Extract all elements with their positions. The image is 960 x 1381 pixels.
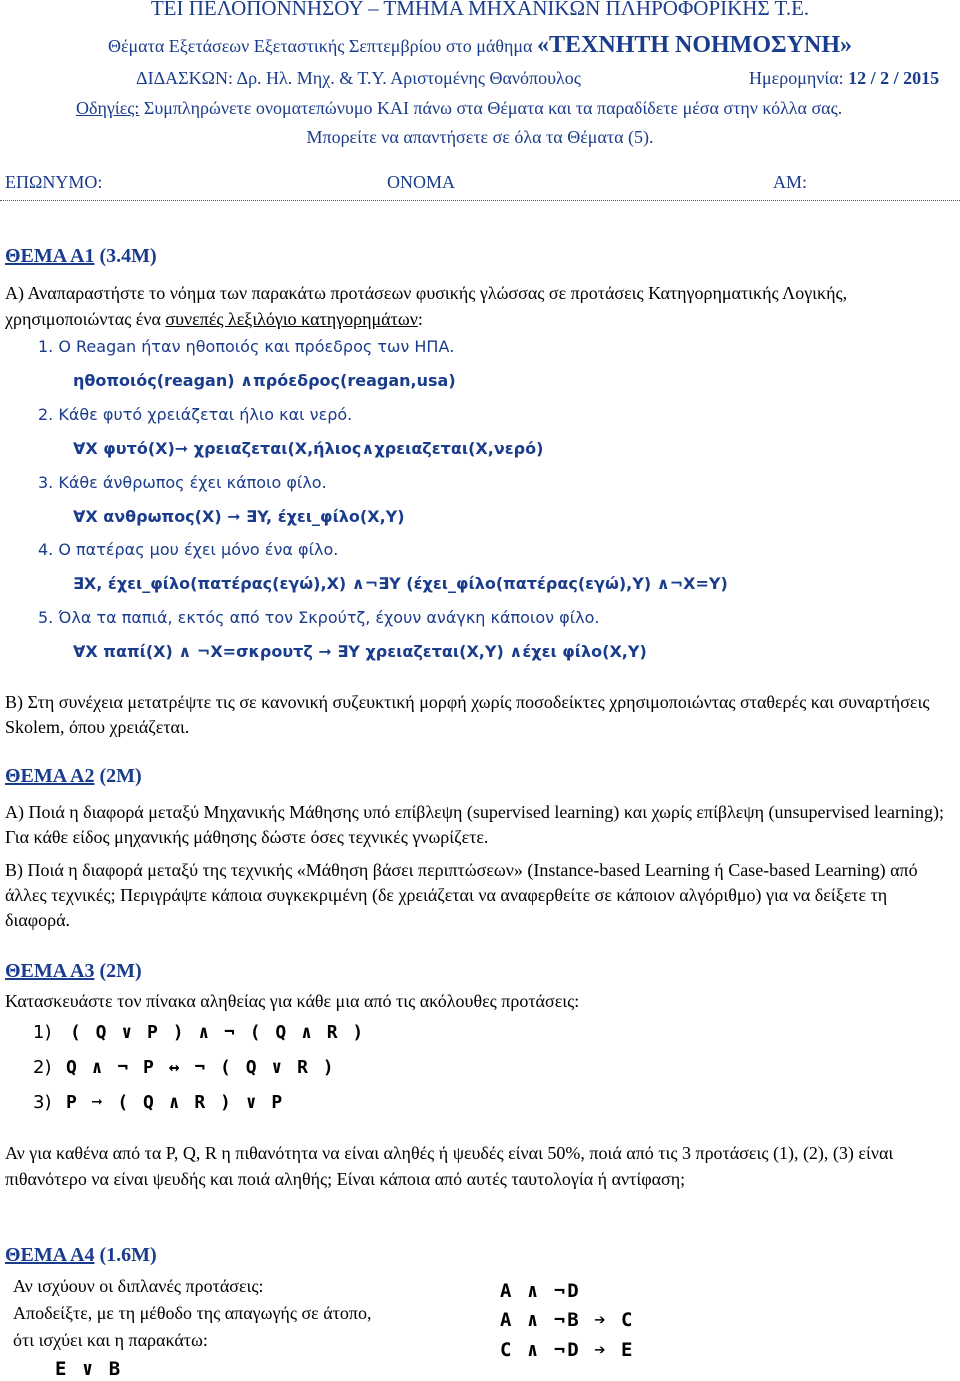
a1-formula-3: ∀X ανθρωπος(X) ➞ ∃Y, έχει_φίλο(X,Y)	[73, 507, 405, 526]
header-exam-text: Θέματα Εξετάσεων Εξεταστικής Σεπτεμβρίου στο μάθημα	[107, 36, 537, 56]
a2-title: ΘΕΜΑ Α2	[5, 765, 95, 787]
a1-formula-1: ηθοποιός(reagan) ∧πρόεδρος(reagan,usa)	[73, 371, 456, 390]
a1-part-b: Β) Στη συνέχεια μετατρέψτε τις σε κανονική συζευκτική μορφή χωρίς ποσοδείκτες χρησιμοποιώντας σταθερές και συναρτήσεις Skolem, όπου χρειάζεται.	[5, 692, 930, 737]
a2-heading	[5, 765, 142, 788]
header-date	[749, 68, 939, 89]
a1-sentence-2: 2. Κάθε φυτό χρειάζεται ήλιο και νερό.	[38, 405, 353, 424]
a3-expression-2: Q ∧ ¬ P ↔ ¬ ( Q ∨ R )	[66, 1057, 336, 1078]
a1-formula-2: ∀X φυτό(X)➞ χρειαζεται(X,ήλιος∧χρειαζεται(X,νερό)	[73, 439, 544, 458]
surname-field-label: ΕΠΩΝΥΜΟ:	[5, 172, 103, 192]
a4-premise-2: A ∧ ¬B ➔ C	[500, 1309, 635, 1331]
header-instructions-label: Οδηγίες:	[76, 98, 140, 118]
a4-goal-expression: E ∨ B	[55, 1358, 123, 1380]
a2-marks: (2Μ)	[94, 765, 142, 787]
am-field-label: ΑΜ:	[773, 172, 808, 192]
header-note: Μπορείτε να απαντήσετε σε όλα τα Θέματα (5).	[306, 127, 654, 147]
a1-sentence-4: 4. Ο πατέρας μου έχει μόνο ένα φίλο.	[38, 540, 339, 559]
a1-sentence-1: 1. Ο Reagan ήταν ηθοποιός και πρόεδρος των ΗΠΑ.	[38, 337, 455, 356]
a4-marks: (1.6Μ)	[94, 1244, 157, 1266]
a2-part-a: Α) Ποιά η διαφορά μεταξύ Μηχανικής Μάθησης υπό επίβλεψη (supervised learning) και χωρίς επίβλεψη (unsupervised learning); Για κάθε είδος μηχανικής μάθησης δώστε όσες τεχνικές γνωρίζετε.	[5, 802, 944, 847]
a1-formula-4: ∃X, έχει_φίλο(πατέρας(εγώ),X) ∧¬∃Y (έχει_φίλο(πατέρας(εγώ),Y) ∧¬X=Y)	[73, 574, 728, 593]
a3-heading	[5, 960, 142, 983]
a1-intro-end: :	[417, 309, 423, 329]
a1-intro	[5, 280, 953, 332]
a1-marks: (3.4Μ)	[94, 245, 157, 267]
a1-sentence-5: 5. Όλα τα παπιά, εκτός από τον Σκρούτζ, έχουν ανάγκη κάποιον φίλο.	[38, 608, 600, 627]
header-date-label: Ημερομηνία:	[749, 68, 849, 88]
a3-item-2-number: 2)	[33, 1057, 52, 1078]
header-course-title: «ΤΕΧΝΗΤΗ ΝΟΗΜΟΣΥΝΗ»	[536, 32, 853, 58]
header-institution: ΤΕΙ ΠΕΛΟΠΟΝΝΗΣΟΥ – ΤΜΗΜΑ ΜΗΧΑΝΙΚΩΝ ΠΛΗΡΟΦΟΡΙΚΗΣ Τ.Ε.	[150, 0, 810, 20]
a3-item-1-number: 1)	[33, 1022, 52, 1043]
a4-premise-1: A ∧ ¬D	[500, 1280, 581, 1302]
a3-item-3-number: 3)	[33, 1092, 52, 1113]
a3-marks: (2Μ)	[94, 960, 142, 982]
a4-line-1: Αν ισχύουν οι διπλανές προτάσεις:	[13, 1276, 264, 1296]
header-instructions-text: Συμπληρώνετε ονοματεπώνυμο ΚΑΙ πάνω στα Θέματα και τα παραδίδετε μέσα στην κόλλα σας.	[139, 98, 843, 118]
a4-heading	[5, 1244, 157, 1267]
name-field-label: ΟΝΟΜΑ	[387, 172, 456, 192]
a4-line-3: ότι ισχύει και η παρακάτω:	[13, 1330, 208, 1350]
a1-sentence-3: 3. Κάθε άνθρωπος έχει κάποιο φίλο.	[38, 473, 327, 492]
a4-premise-3: C ∧ ¬D ➔ E	[500, 1339, 635, 1361]
a3-question: Αν για καθένα από τα P, Q, R η πιθανότητα να είναι αληθές ή ψευδές είναι 50%, ποιά από τις 3 προτάσεις (1), (2), (3) είναι πιθανότερο να είναι ψευδής και ποιά αληθής; Είναι κάποια από αυτές ταυτολογία ή αντίφαση;	[5, 1143, 894, 1189]
a4-title: ΘΕΜΑ Α4	[5, 1244, 95, 1266]
a2-part-b: Β) Ποιά η διαφορά μεταξύ της τεχνικής «Μάθηση βάσει περιπτώσεων» (Instance-based Learning ή Case-based Learning) από άλλες τεχνικές; Περιγράψτε κάποια συγκεκριμένη (δε χρειάζεται να αναφερθείτε σε κάποιον αλγόριθμο) για να δείξετε τη διαφορά.	[5, 860, 918, 930]
header-course-line	[0, 32, 960, 59]
a1-formula-5: ∀X παπί(X) ∧ ¬X=σκρουτζ ➞ ∃Y χρειαζεται(X,Y) ∧έχει φίλο(X,Y)	[73, 642, 647, 661]
a3-title: ΘΕΜΑ Α3	[5, 960, 95, 982]
a4-line-2: Αποδείξτε, με τη μέθοδο της απαγωγής σε άτοπο,	[13, 1303, 372, 1323]
header-instructions	[76, 98, 842, 119]
header-separator	[0, 200, 960, 201]
a1-title: ΘΕΜΑ Α1	[5, 245, 95, 267]
header-date-value: 12 / 2 / 2015	[848, 68, 940, 88]
a1-intro-underlined: συνεπές λεξιλόγιο κατηγορημάτων	[165, 309, 418, 329]
a1-intro-text: Α) Αναπαραστήστε το νόημα των παρακάτω προτάσεων φυσικής γλώσσας σε προτάσεις Κατηγορηματικής Λογικής, χρησιμοποιώντας ένα	[5, 283, 848, 329]
a3-expression-3: P ➞ ( Q ∧ R ) ∨ P	[66, 1092, 285, 1113]
a3-expression-1: ( Q ∨ P ) ∧ ¬ ( Q ∧ R )	[70, 1022, 366, 1043]
header-instructors: ΔΙΔΑΣΚΩΝ: Δρ. Ηλ. Μηχ. & Τ.Υ. Αριστομένης Θανόπουλος	[136, 68, 581, 88]
a3-intro: Κατασκευάστε τον πίνακα αληθείας για κάθε μια από τις ακόλουθες προτάσεις:	[5, 991, 580, 1011]
a1-heading	[5, 245, 157, 268]
